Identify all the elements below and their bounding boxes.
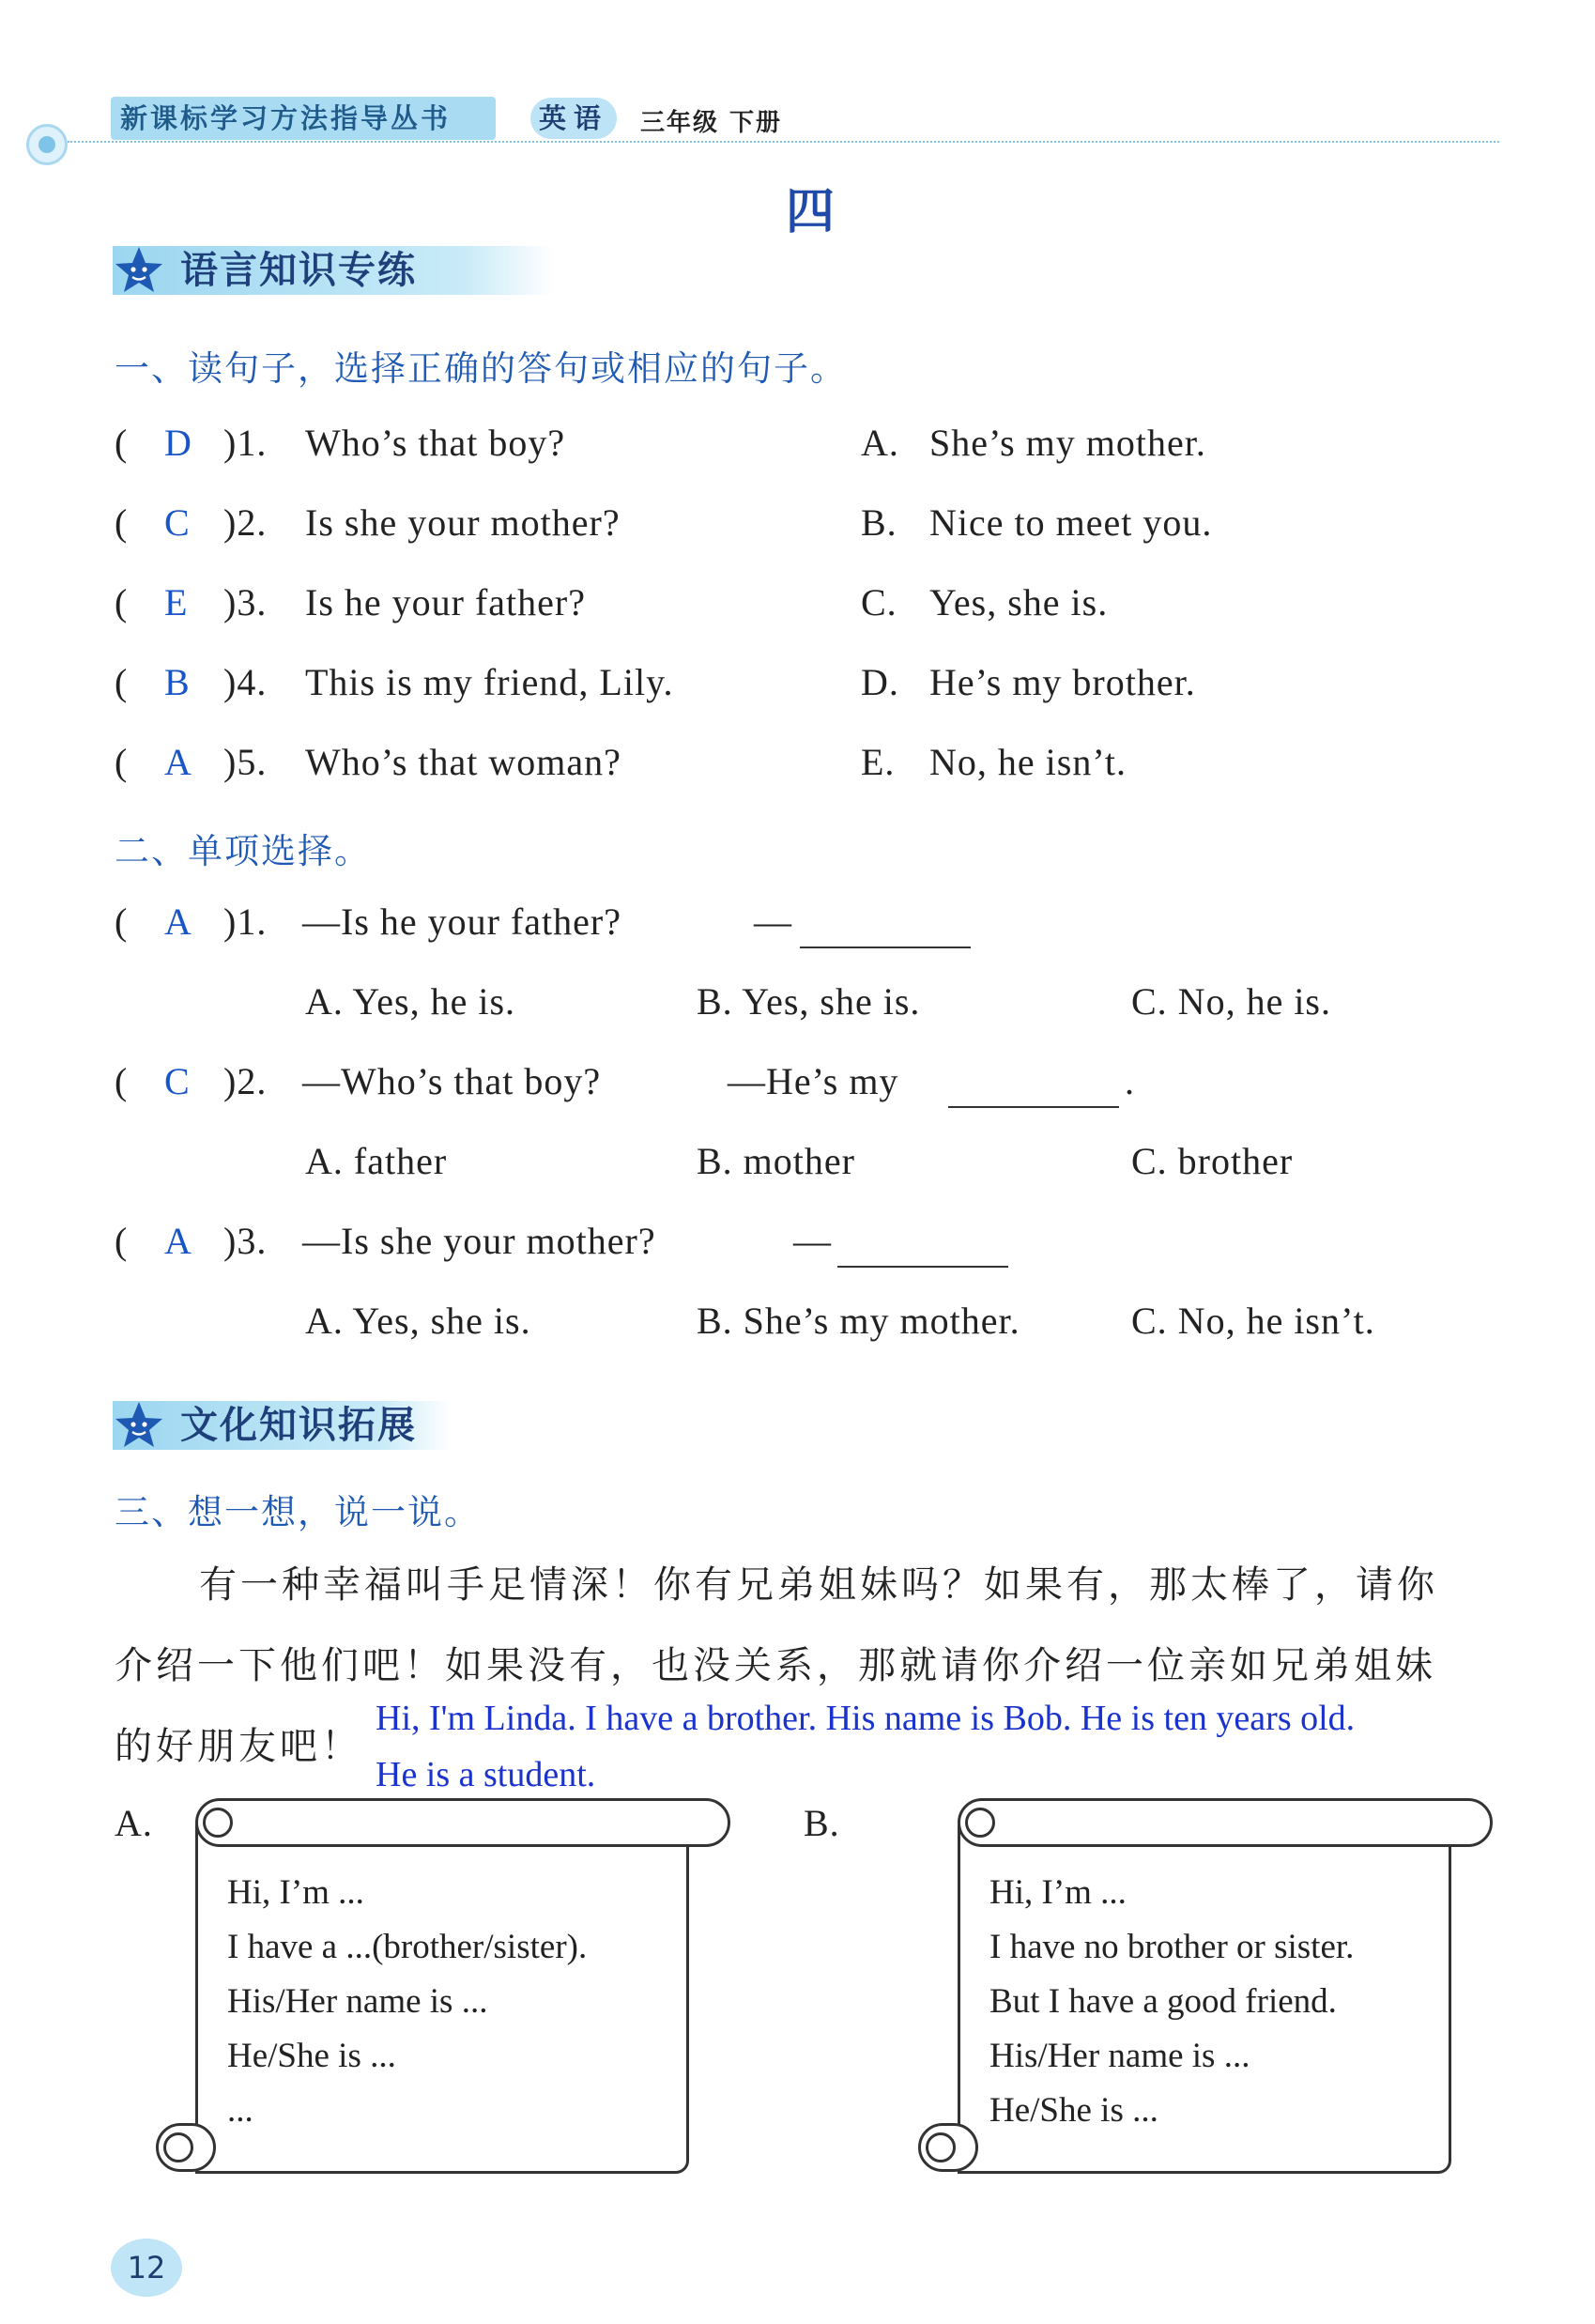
question-text: Who’s that woman? xyxy=(305,741,621,783)
grade-label: 三年级 下册 xyxy=(640,109,783,137)
section-banner-culture xyxy=(113,1401,451,1450)
paren-open: ( xyxy=(115,741,129,783)
written-answer-line-2: He is a student. xyxy=(376,1755,596,1794)
scroll-a xyxy=(156,1798,738,2183)
answer-letter: D xyxy=(164,422,192,464)
choice-option: A. Yes, he is. xyxy=(305,980,516,1023)
question-number: )3. xyxy=(223,581,268,623)
paren-open: ( xyxy=(115,661,129,703)
written-answer-line-1: Hi, I'm Linda. I have a brother. His name is Bob. He is ten years old. xyxy=(376,1699,1356,1738)
part2-heading: 二、单项选择。 xyxy=(115,831,371,871)
scroll-a-label: A. xyxy=(115,1802,153,1844)
scroll-curl-icon xyxy=(965,1808,995,1838)
question-text: Who’s that boy? xyxy=(305,422,566,464)
question-number: )1. xyxy=(223,900,268,943)
header-decor-circle xyxy=(26,124,68,165)
sentence-period: . xyxy=(1125,1060,1135,1102)
scroll-curl-icon xyxy=(203,1808,233,1838)
section-banner-language xyxy=(113,246,554,295)
scroll-a-line: I have a ...(brother/sister). xyxy=(227,1928,588,1966)
instruction-line-3: 的好朋友吧！ xyxy=(115,1725,362,1767)
section-title: 语言知识专练 xyxy=(180,249,417,292)
choice-option: B. Yes, she is. xyxy=(697,980,921,1023)
choice-option: C. No, he is. xyxy=(1131,980,1331,1023)
scroll-curl-icon xyxy=(163,2132,193,2162)
question-stem: —Who’s that boy? xyxy=(302,1060,602,1102)
option-text: No, he isn’t. xyxy=(929,741,1127,783)
star-icon xyxy=(113,1399,165,1452)
scroll-a-line: His/Her name is ... xyxy=(227,1982,488,2021)
scroll-curl-icon xyxy=(926,2132,956,2162)
paren-open: ( xyxy=(115,1060,129,1102)
option-letter: A. xyxy=(861,422,899,464)
question-number: )2. xyxy=(223,1060,268,1102)
choice-option: A. Yes, she is. xyxy=(305,1300,531,1342)
question-text: This is my friend, Lily. xyxy=(305,661,674,703)
subject-badge: 英语 xyxy=(530,98,617,139)
choice-option: B. mother xyxy=(697,1140,855,1182)
scroll-b-line: I have no brother or sister. xyxy=(989,1928,1355,1966)
scroll-b-lines xyxy=(989,1866,1354,2138)
option-text: Nice to meet you. xyxy=(929,501,1213,544)
option-text: He’s my brother. xyxy=(929,661,1196,703)
scroll-a-line: He/She is ... xyxy=(227,2037,396,2075)
answer-letter: C xyxy=(164,501,191,544)
option-letter: C. xyxy=(861,581,897,623)
answer-blank xyxy=(837,1266,1008,1268)
paren-open: ( xyxy=(115,501,129,544)
paren-open: ( xyxy=(115,900,129,943)
instruction-line-1: 有一种幸福叫手足情深！你有兄弟姐妹吗？如果有，那太棒了，请你 xyxy=(199,1563,1438,1606)
answer-blank xyxy=(800,947,971,948)
section-title: 文化知识拓展 xyxy=(180,1404,417,1447)
question-number: )2. xyxy=(223,501,268,544)
scroll-b-line: He/She is ... xyxy=(989,2091,1158,2130)
scroll-b-line: His/Her name is ... xyxy=(989,2037,1250,2075)
answer-letter: A xyxy=(164,1220,192,1262)
question-number: )1. xyxy=(223,422,268,464)
page-number: 12 xyxy=(111,2239,182,2297)
scroll-a-lines xyxy=(227,1866,587,2138)
question-stem: —Is he your father? xyxy=(302,900,621,943)
part3-heading: 三、想一想，说一说。 xyxy=(115,1492,481,1532)
unit-title: 四 xyxy=(785,184,835,240)
question-text: Is he your father? xyxy=(305,581,586,623)
scroll-b-line: Hi, I’m ... xyxy=(989,1873,1127,1912)
question-number: )5. xyxy=(223,741,268,783)
option-letter: E. xyxy=(861,741,896,783)
reply-prefix: —He’s my xyxy=(728,1060,899,1102)
option-text: She’s my mother. xyxy=(929,422,1206,464)
question-number: )4. xyxy=(223,661,268,703)
answer-letter: E xyxy=(164,581,189,623)
paren-open: ( xyxy=(115,422,129,464)
option-letter: B. xyxy=(861,501,897,544)
question-number: )3. xyxy=(223,1220,268,1262)
scroll-b xyxy=(918,1798,1500,2183)
scroll-a-line: ... xyxy=(227,2091,253,2130)
choice-option: C. No, he isn’t. xyxy=(1131,1300,1375,1342)
question-stem: —Is she your mother? xyxy=(302,1220,656,1262)
reply-prefix: — xyxy=(754,900,792,943)
choice-option: C. brother xyxy=(1131,1140,1294,1182)
choice-option: A. father xyxy=(305,1140,448,1182)
answer-letter: B xyxy=(164,661,191,703)
option-text: Yes, she is. xyxy=(929,581,1109,623)
option-letter: D. xyxy=(861,661,899,703)
part1-heading: 一、读句子，选择正确的答句或相应的句子。 xyxy=(115,348,847,389)
paren-open: ( xyxy=(115,1220,129,1262)
star-icon xyxy=(113,244,165,297)
answer-letter: A xyxy=(164,741,192,783)
answer-blank xyxy=(948,1106,1119,1108)
scroll-b-label: B. xyxy=(804,1802,840,1844)
choice-option: B. She’s my mother. xyxy=(697,1300,1020,1342)
reply-prefix: — xyxy=(793,1220,832,1262)
header-dotted-line xyxy=(68,141,1499,143)
series-title: 新课标学习方法指导丛书 xyxy=(111,97,496,140)
scroll-b-line: But I have a good friend. xyxy=(989,1982,1337,2021)
instruction-line-2: 介绍一下他们吧！如果没有，也没关系，那就请你介绍一位亲如兄弟姐妹 xyxy=(115,1644,1436,1686)
paren-open: ( xyxy=(115,581,129,623)
scroll-a-line: Hi, I’m ... xyxy=(227,1873,364,1912)
answer-letter: C xyxy=(164,1060,191,1102)
question-text: Is she your mother? xyxy=(305,501,621,544)
answer-letter: A xyxy=(164,900,192,943)
